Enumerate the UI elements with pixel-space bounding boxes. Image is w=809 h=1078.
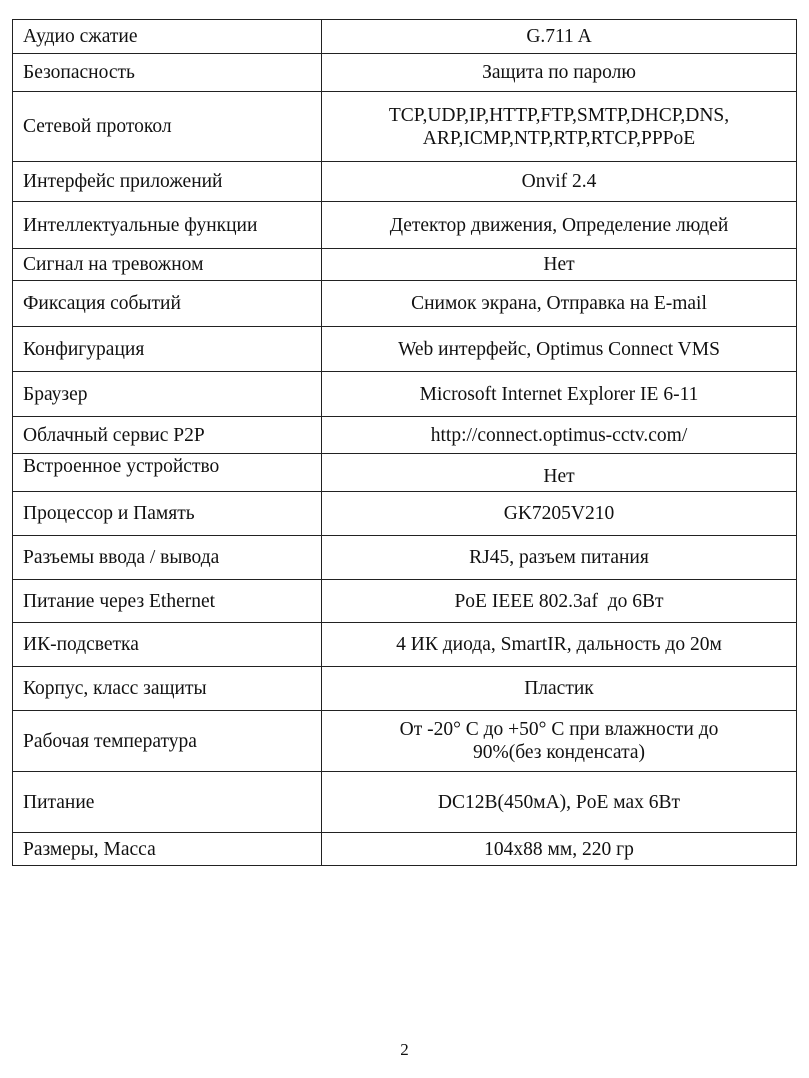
- table-row: [13, 667, 797, 711]
- spec-label: Конфигурация: [13, 327, 322, 372]
- spec-label: Процессор и Память: [13, 492, 322, 536]
- spec-label: Интерфейс приложений: [13, 162, 322, 202]
- spec-value: DC12В(450мА), PoE мах 6Вт: [322, 772, 797, 833]
- spec-value: Microsoft Internet Explorer IE 6-11: [322, 372, 797, 417]
- spec-label: Встроенное устройство: [13, 454, 322, 492]
- spec-value: TCP,UDP,IP,HTTP,FTP,SMTP,DHCP,DNS, ARP,ICMP,NTP,RTP,RTCP,PPPoE: [322, 92, 797, 162]
- table-row: [13, 249, 797, 281]
- table-row: [13, 772, 797, 833]
- page-number: 2: [400, 1040, 409, 1059]
- spec-label: Разъемы ввода / вывода: [13, 536, 322, 580]
- spec-label: Браузер: [13, 372, 322, 417]
- spec-value: GK7205V210: [322, 492, 797, 536]
- spec-label: Питание через Ethernet: [13, 580, 322, 623]
- spec-label: Питание: [13, 772, 322, 833]
- spec-label: Сетевой протокол: [13, 92, 322, 162]
- spec-value: Onvif 2.4: [322, 162, 797, 202]
- table-row: [13, 833, 797, 866]
- table-row: [13, 711, 797, 772]
- table-row: [13, 327, 797, 372]
- spec-value: Пластик: [322, 667, 797, 711]
- table-row: [13, 492, 797, 536]
- spec-value: RJ45, разъем питания: [322, 536, 797, 580]
- table-row: [13, 417, 797, 454]
- spec-label: ИК-подсветка: [13, 623, 322, 667]
- spec-label: Безопасность: [13, 54, 322, 92]
- spec-value: Нет: [322, 454, 797, 492]
- spec-label: Корпус, класс защиты: [13, 667, 322, 711]
- spec-value: Web интерфейс, Optimus Connect VMS: [322, 327, 797, 372]
- spec-value: PoE IEEE 802.3af до 6Вт: [322, 580, 797, 623]
- spec-label: Размеры, Масса: [13, 833, 322, 866]
- spec-label: Облачный сервис P2P: [13, 417, 322, 454]
- spec-label: Фиксация событий: [13, 281, 322, 327]
- table-row: [13, 92, 797, 162]
- spec-value: 104x88 мм, 220 гр: [322, 833, 797, 866]
- table-row: [13, 54, 797, 92]
- table-row: [13, 281, 797, 327]
- table-row: [13, 162, 797, 202]
- spec-label: Аудио сжатие: [13, 20, 322, 54]
- spec-label: Рабочая температура: [13, 711, 322, 772]
- table-row: [13, 454, 797, 492]
- specifications-table: [12, 19, 797, 866]
- spec-value: Детектор движения, Определение людей: [322, 202, 797, 249]
- spec-label: Сигнал на тревожном: [13, 249, 322, 281]
- spec-value: G.711 A: [322, 20, 797, 54]
- table-row: [13, 536, 797, 580]
- table-row: [13, 580, 797, 623]
- spec-value: 4 ИК диода, SmartIR, дальность до 20м: [322, 623, 797, 667]
- spec-value: От -20° С до +50° С при влажности до 90%(без конденсата): [322, 711, 797, 772]
- table-row: [13, 623, 797, 667]
- table-row: [13, 372, 797, 417]
- spec-value: Снимок экрана, Отправка на E-mail: [322, 281, 797, 327]
- spec-value: http://connect.optimus-cctv.com/: [322, 417, 797, 454]
- spec-value: Защита по паролю: [322, 54, 797, 92]
- table-row: [13, 202, 797, 249]
- spec-label: Интеллектуальные функции: [13, 202, 322, 249]
- table-row: [13, 20, 797, 54]
- spec-value: Нет: [322, 249, 797, 281]
